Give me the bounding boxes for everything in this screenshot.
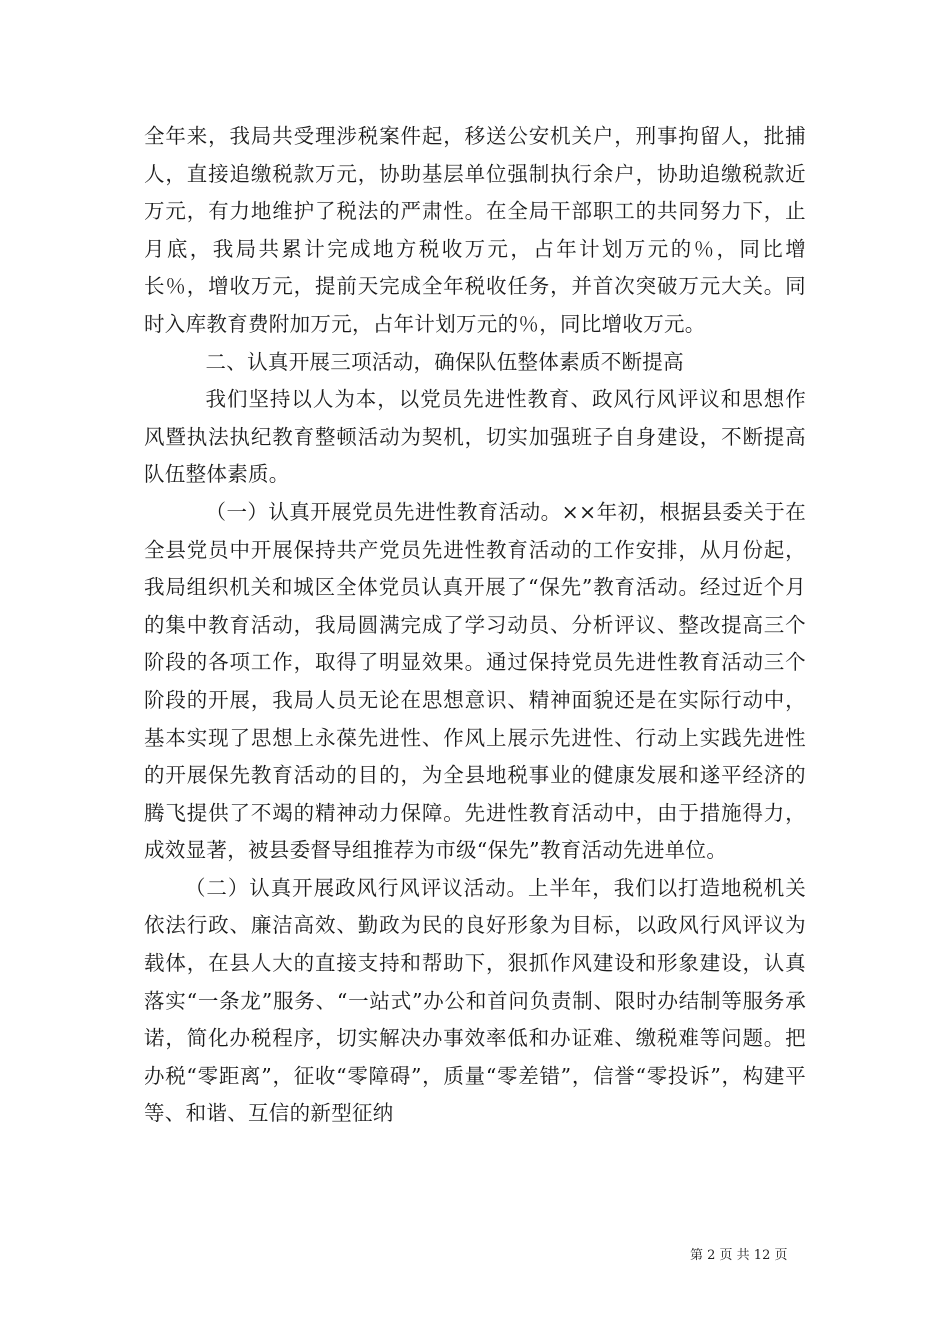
page-footer: 第 2 页 共 12 页 xyxy=(690,1248,788,1263)
paragraph-4: （一）认真开展党员先进性教育活动。××年初，根据县委关于在全县党员中开展保持共产党员先进性教育活动的工作安排，从月份起，我局组织机关和城区全体党员认真开展了“保先”教育活动。经过近个月的集中教育活动，我局圆满完成了学习动员、分析评议、整改提高三个阶段的各项工作，取得了明显效果。通过保持党员先进性教育活动三个阶段的开展，我局人员无论在思想意识、精神面貌还是在实际行动中，基本实现了思想上永葆先进性、作风上展示先进性、行动上实践先进性的开展保先教育活动的目的，为全县地税事业的健康发展和遂平经济的腾飞提供了不竭的精神动力保障。先进性教育活动中，由于措施得力，成效显著，被县委督导组推荐为市级“保先”教育活动先进单位。 xyxy=(144,499,806,863)
paragraph-3: 我们坚持以人为本，以党员先进性教育、政风行风评议和思想作风暨执法执纪教育整顿活动为契机，切实加强班子自身建设，不断提高队伍整体素质。 xyxy=(144,387,806,487)
document-body xyxy=(144,118,806,1133)
paragraph-1: 全年来，我局共受理涉税案件起，移送公安机关户，刑事拘留人，批捕人，直接追缴税款万元，协助基层单位强制执行余户，协助追缴税款近万元，有力地维护了税法的严肃性。在全局干部职工的共同努力下，止月底，我局共累计完成地方税收万元，占年计划万元的％，同比增长％，增收万元，提前天完成全年税收任务，并首次突破万元大关。同时入库教育费附加万元，占年计划万元的％，同比增收万元。 xyxy=(144,124,806,336)
paragraph-5: （二）认真开展政风行风评议活动。上半年，我们以打造地税机关依法行政、廉洁高效、勤政为民的良好形象为目标，以政风行风评议为载体，在县人大的直接支持和帮助下，狠抓作风建设和形象建设，认真落实“一条龙”服务、“一站式”办公和首问负责制、限时办结制等服务承诺，简化办税程序，切实解决办事效率低和办证难、缴税难等问题。把办税“零距离”，征收“零障碍”，质量“零差错”，信誉“零投诉”，构建平等、和谐、互信的新型征纳 xyxy=(144,875,806,1126)
section-heading: 二、认真开展三项活动，确保队伍整体素质不断提高 xyxy=(205,349,684,374)
